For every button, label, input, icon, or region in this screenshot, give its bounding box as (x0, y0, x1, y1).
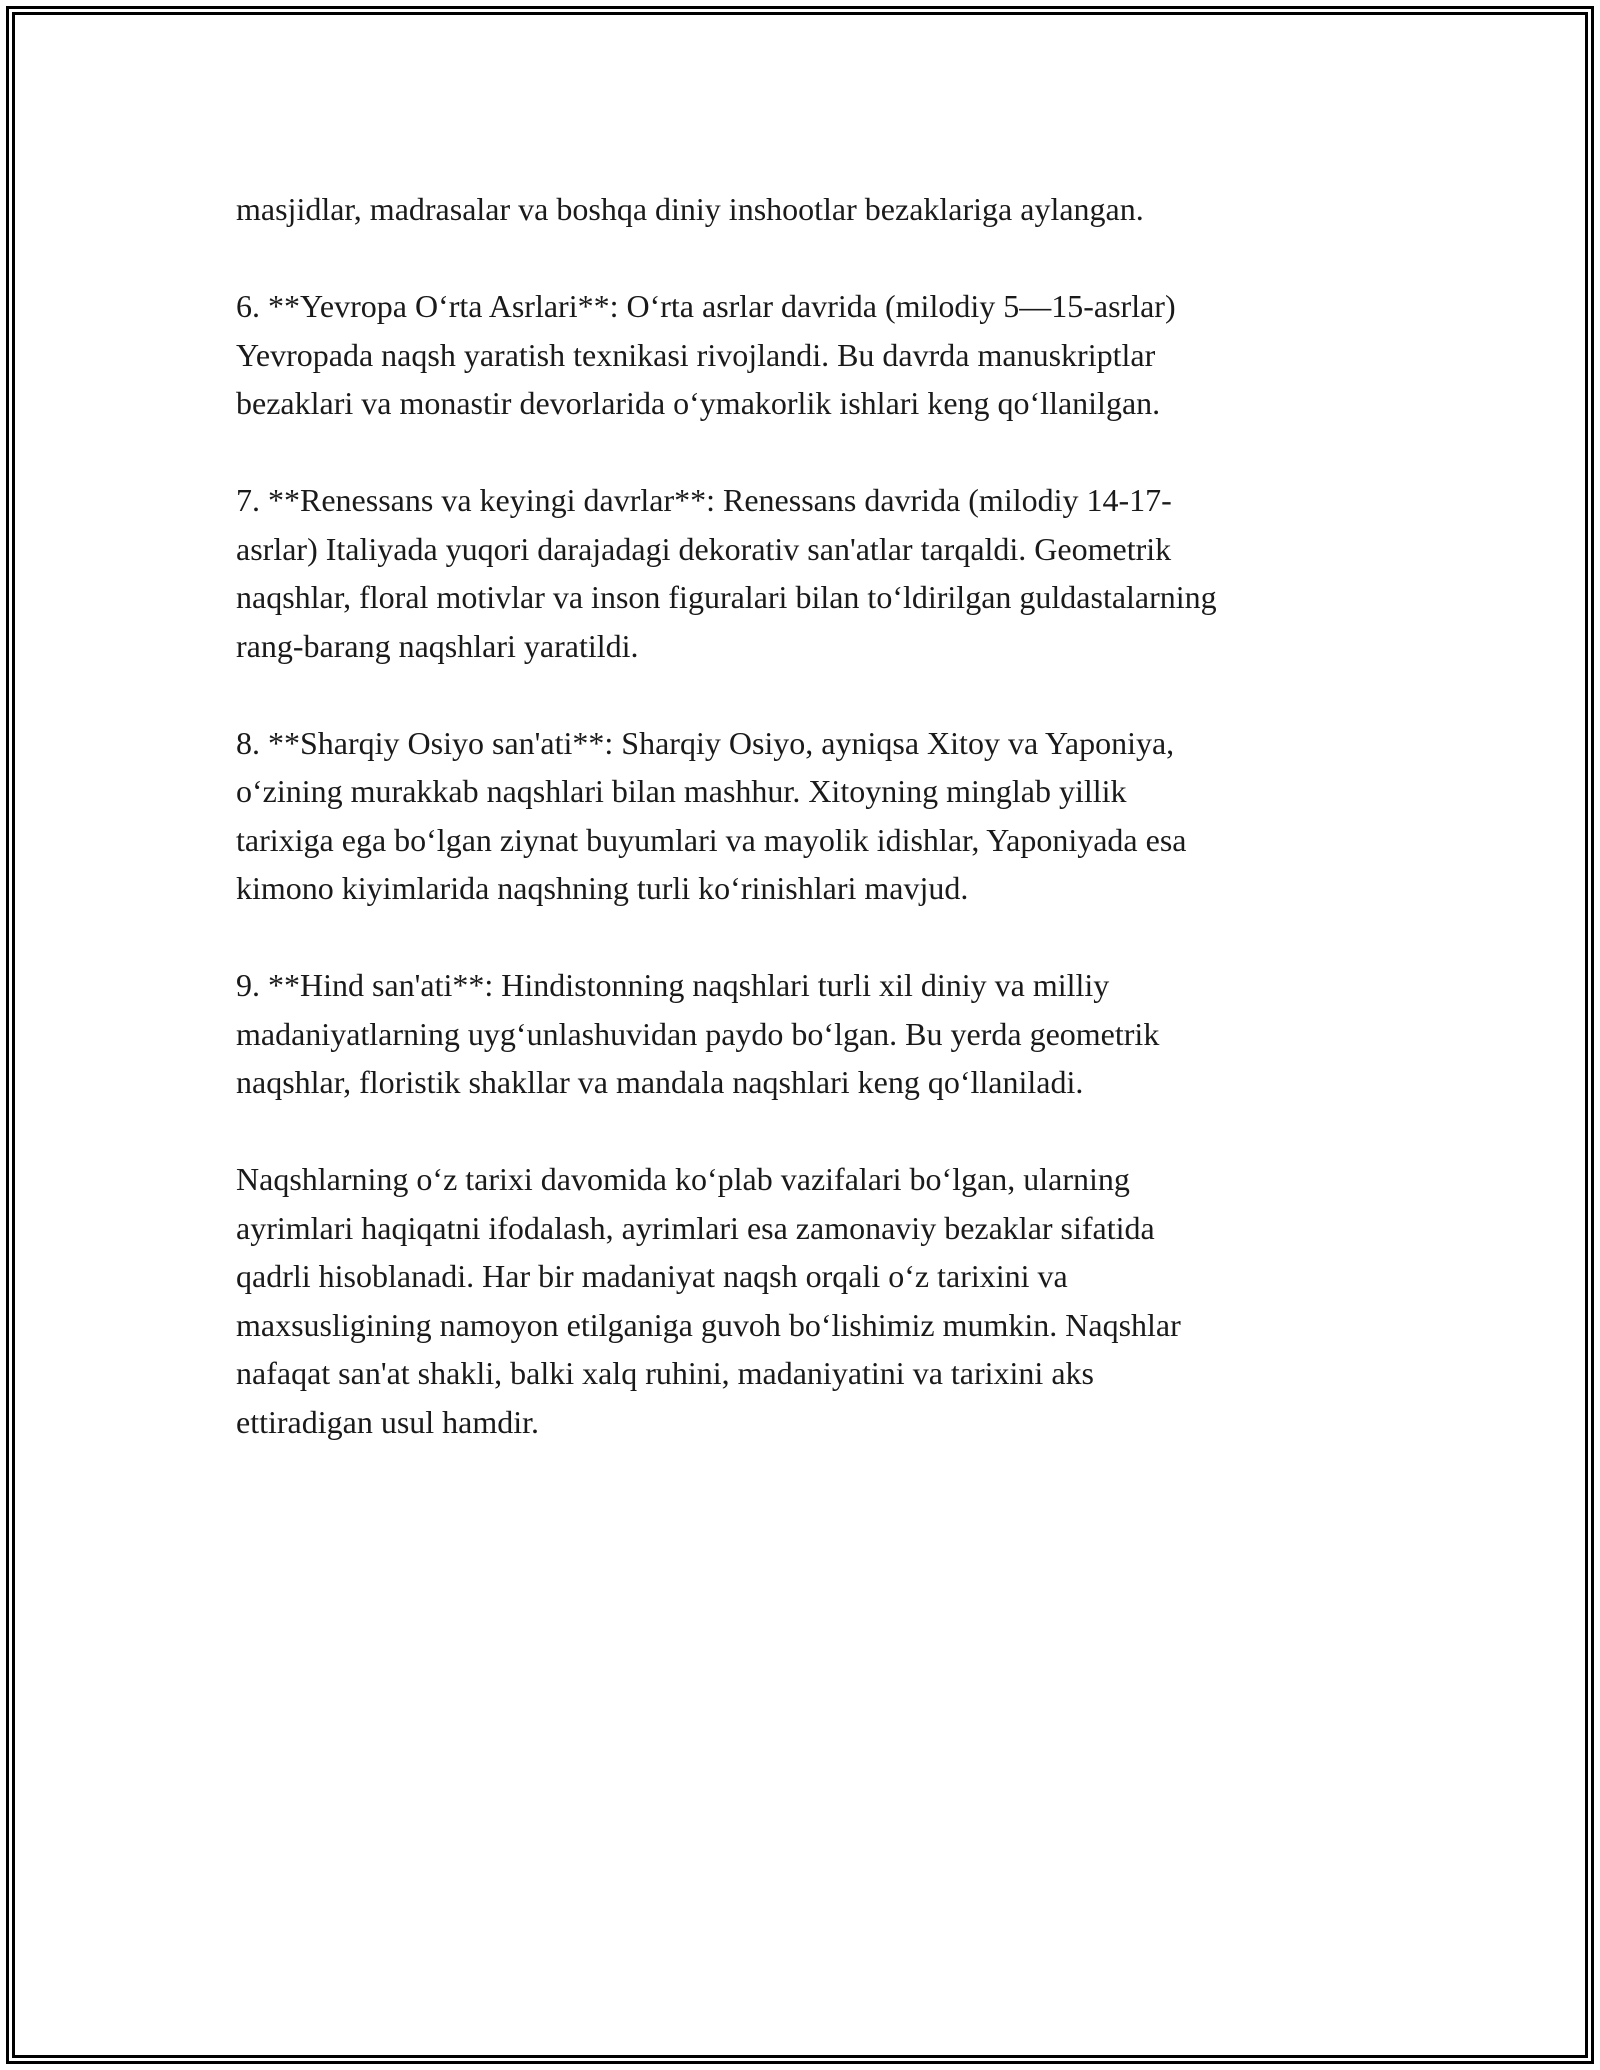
text-line: kimono kiyimlarida naqshning turli ko‘rinishlari mavjud. (236, 870, 969, 906)
text-line: 6. **Yevropa O‘rta Asrlari**: O‘rta asrlar davrida (milodiy 5—15-asrlar) (236, 288, 1176, 324)
text-line: ayrimlari haqiqatni ifodalash, ayrimlari esa zamonaviy bezaklar sifatida (236, 1209, 1155, 1246)
paragraph-item-8 (236, 719, 1376, 913)
paragraph-intro-continuation (236, 185, 1376, 234)
text-line: maxsusligining namoyon etilganiga guvoh bo‘lishimiz mumkin. Naqshlar (236, 1306, 1181, 1343)
text-line: tarixiga ega bo‘lgan ziynat buyumlari va mayolik idishlar, Yaponiyada esa (236, 821, 1187, 858)
text-line: ettiradigan usul hamdir. (236, 1403, 540, 1440)
text-line: Naqshlarning o‘z tarixi davomida ko‘plab vazifalari bo‘lgan, ularning (236, 1161, 1130, 1197)
text-line: 9. **Hind san'ati**: Hindistonning naqshlari turli xil diniy va milliy (236, 967, 1110, 1003)
text-line: nafaqat san'at shakli, balki xalq ruhini, madaniyatini va tarixini aks (236, 1355, 1094, 1391)
text-line: o‘zining murakkab naqshlari bilan mashhur. Xitoyning minglab yillik (236, 773, 1127, 809)
text-line: 7. **Renessans va keyingi davrlar**: Renessans davrida (milodiy 14-17- (236, 482, 1172, 518)
paragraph-item-7 (236, 476, 1376, 670)
document-body (236, 185, 1376, 1495)
text-line: 8. **Sharqiy Osiyo san'ati**: Sharqiy Osiyo, ayniqsa Xitoy va Yaponiya, (236, 724, 1175, 761)
text-line: asrlar) Italiyada yuqori darajadagi dekorativ san'atlar tarqaldi. Geometrik (236, 530, 1172, 567)
text-line: madaniyatlarning uyg‘unlashuvidan paydo bo‘lgan. Bu yerda geometrik (236, 1015, 1160, 1052)
text-line: qadrli hisoblanadi. Har bir madaniyat naqsh orqali o‘z tarixini va (236, 1258, 1068, 1294)
text-line: naqshlar, floristik shakllar va mandala naqshlari keng qo‘llaniladi. (236, 1064, 1084, 1100)
paragraph-conclusion (236, 1155, 1376, 1446)
text-line: masjidlar, madrasalar va boshqa diniy inshootlar bezaklariga aylangan. (236, 191, 1144, 227)
text-line: Yevropada naqsh yaratish texnikasi rivojlandi. Bu davrda manuskriptlar (236, 336, 1156, 373)
paragraph-item-9 (236, 961, 1376, 1107)
text-line: bezaklari va monastir devorlarida o‘ymakorlik ishlari keng qo‘llanilgan. (236, 385, 1161, 421)
text-line: rang-barang naqshlari yaratildi. (236, 627, 639, 664)
paragraph-item-6 (236, 282, 1376, 428)
text-line: naqshlar, floral motivlar va inson figuralari bilan to‘ldirilgan guldastalarning (236, 579, 1217, 615)
